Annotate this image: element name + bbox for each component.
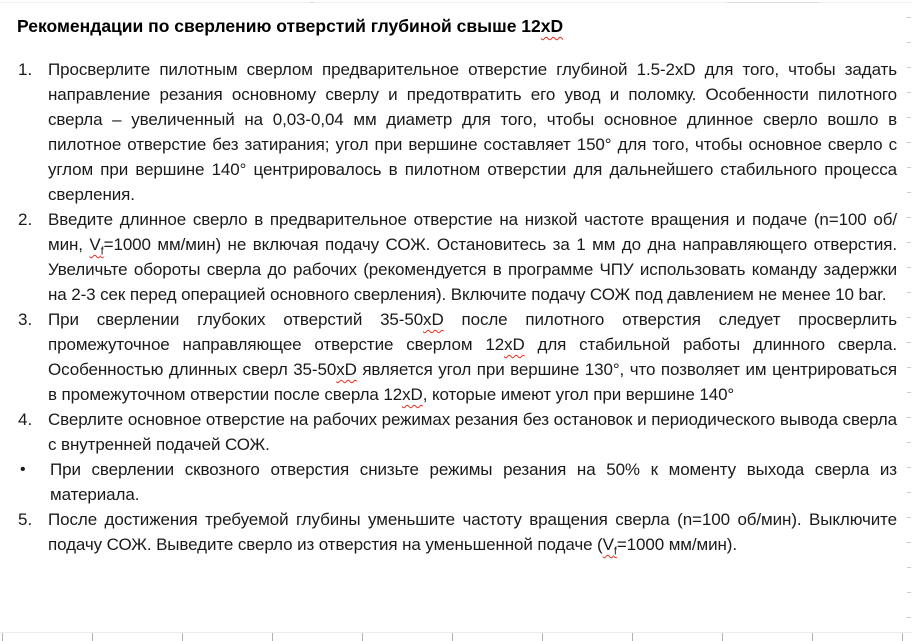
text-run: Сверлите основное отверстие на рабочих режимах резания без остановок и периодического вывода сверла с внутренней подачей СОЖ. [48, 410, 897, 454]
bullet-list-item [18, 457, 897, 507]
spellcheck-underlined-text: xD [504, 335, 525, 354]
list-item-marker: 4. [18, 410, 33, 429]
list-item-paragraph [48, 307, 897, 407]
text-run: Введите длинное сверло в предварительное отверстие на низкой частоте вращения и подаче (n=100 об/мин, [48, 210, 897, 254]
spellcheck-underlined-text: xD [402, 385, 423, 404]
list-item-marker: 1. [18, 60, 33, 79]
text-run: При сверлении глубоких отверстий 35-50 [48, 310, 424, 329]
subscript-text: f [100, 245, 104, 258]
text-run: , которые имеют угол при вершине 140° [422, 385, 735, 404]
text-run: При сверлении сквозного отверстия снизьте режимы резания на 50% к моменту выхода сверла из материала. [50, 460, 897, 504]
list-item-paragraph [48, 507, 897, 557]
list-item-paragraph [50, 457, 897, 507]
spellcheck-underlined-text: xD [423, 310, 444, 329]
spellcheck-underlined-text: $V_f$ [602, 535, 617, 558]
spellcheck-underlined-text: xD [336, 360, 357, 379]
numbered-list-item [18, 407, 897, 457]
list-item-marker: 2. [18, 210, 33, 229]
text-run: Рекомендации по сверлению отверстий глубиной свыше 12 [17, 16, 541, 36]
list-item-marker: • [20, 461, 26, 478]
list-item-marker: 5. [18, 510, 33, 529]
numbered-list-item [18, 207, 897, 307]
table-edge-ticks-bottom [2, 633, 910, 641]
list-item-marker: 3. [18, 310, 33, 329]
page-edge-artifact-right [907, 17, 911, 632]
text-run: после пилотного отверстия следует просверлить промежуточное направляющее отверстие сверлом 12 [48, 310, 897, 354]
list-item-paragraph [48, 407, 897, 457]
numbered-list-item [18, 307, 897, 407]
spellcheck-underlined-text: xD [540, 16, 564, 36]
numbered-list-item [18, 507, 897, 557]
subscript-text: f [613, 545, 617, 558]
text-run: После достижения требуемой глубины уменьшите частоту вращения сверла (n=100 об/мин). Выключите подачу СОЖ. Выведите сверло из отверстия на уменьшенной подаче ( [48, 510, 897, 554]
text-run: для стабильной работы длинного сверла. Особенностью длинных сверл 35-50 [48, 335, 897, 379]
document-title [0, 0, 912, 38]
list-item-paragraph [48, 57, 897, 207]
list-item-paragraph [48, 207, 897, 307]
text-run: =1000 мм/мин) не включая подачу СОЖ. Остановитесь за 1 мм до дна направляющего отверстия. Увеличьте обороты сверла до рабочих (рекомендуется в программе ЧПУ использовать команду задержки на 2-3 сек перед операцией основного сверления). Включите подачу СОЖ под давлением не менее 10 bar. [48, 235, 897, 304]
numbered-list-item [18, 57, 897, 207]
text-run: Просверлите пилотным сверлом предварительное отверстие глубиной 1.5-2xD для того, чтобы задать направление резания основному сверлу и предотвратить его увод и поломку. Особенности пилотного сверла – увеличенный на 0,03-0,04 мм диаметр для того, чтобы основное длинное сверло вошло в пилотное отверстие без затирания; угол при вершине составляет 150° для того, чтобы основное сверло с углом при вершине 140° центрировалось в пилотном отверстии для дальнейшего стабильного процесса сверления. [48, 60, 897, 204]
page-edge-artifact-top [0, 2, 912, 3]
recommendations-list [0, 38, 912, 557]
text-run: является угол при вершине 130°, что позволяет им центрироваться в промежуточном отверстии после сверла 12 [48, 360, 897, 404]
spellcheck-underlined-text: $V_f$ [89, 235, 104, 258]
text-run: =1000 мм/мин). [616, 535, 737, 554]
